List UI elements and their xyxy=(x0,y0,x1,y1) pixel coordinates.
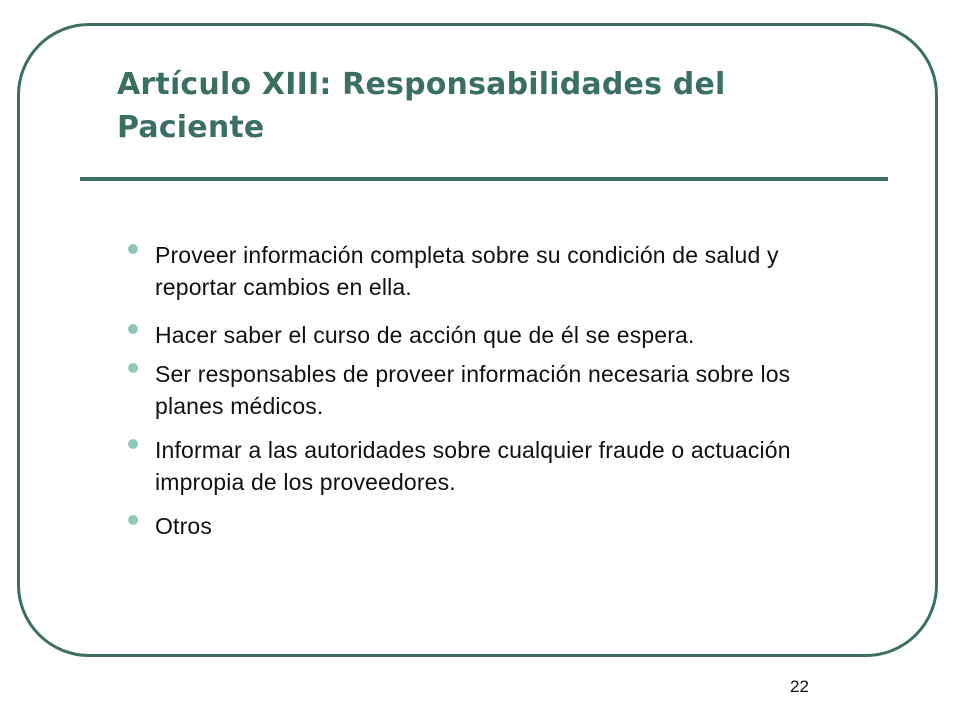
bullet-item xyxy=(120,510,850,542)
slide-title: Artículo XIII: Responsabilidades del Paciente xyxy=(117,67,726,145)
bullet-dot-icon xyxy=(128,363,138,373)
bullet-dot-icon xyxy=(128,515,138,525)
bullet-text: Informar a las autoridades sobre cualquier fraude o actuación impropia de los proveedores. xyxy=(155,437,791,495)
bullet-dot-icon xyxy=(128,244,138,254)
bullet-item xyxy=(120,358,850,422)
title-divider xyxy=(80,177,888,181)
bullet-text: Hacer saber el curso de acción que de él se espera. xyxy=(155,322,695,348)
bullet-list xyxy=(120,239,850,542)
bullet-text: Ser responsables de proveer información necesaria sobre los planes médicos. xyxy=(155,361,791,419)
bullet-dot-icon xyxy=(128,439,138,449)
bullet-item xyxy=(120,319,850,351)
bullet-dot-icon xyxy=(128,324,138,334)
bullet-item xyxy=(120,434,850,498)
page-number: 22 xyxy=(790,677,809,696)
bullet-text: Proveer información completa sobre su condición de salud y reportar cambios en ella. xyxy=(155,242,779,300)
bullet-item xyxy=(120,239,850,303)
bullet-text: Otros xyxy=(155,513,212,539)
